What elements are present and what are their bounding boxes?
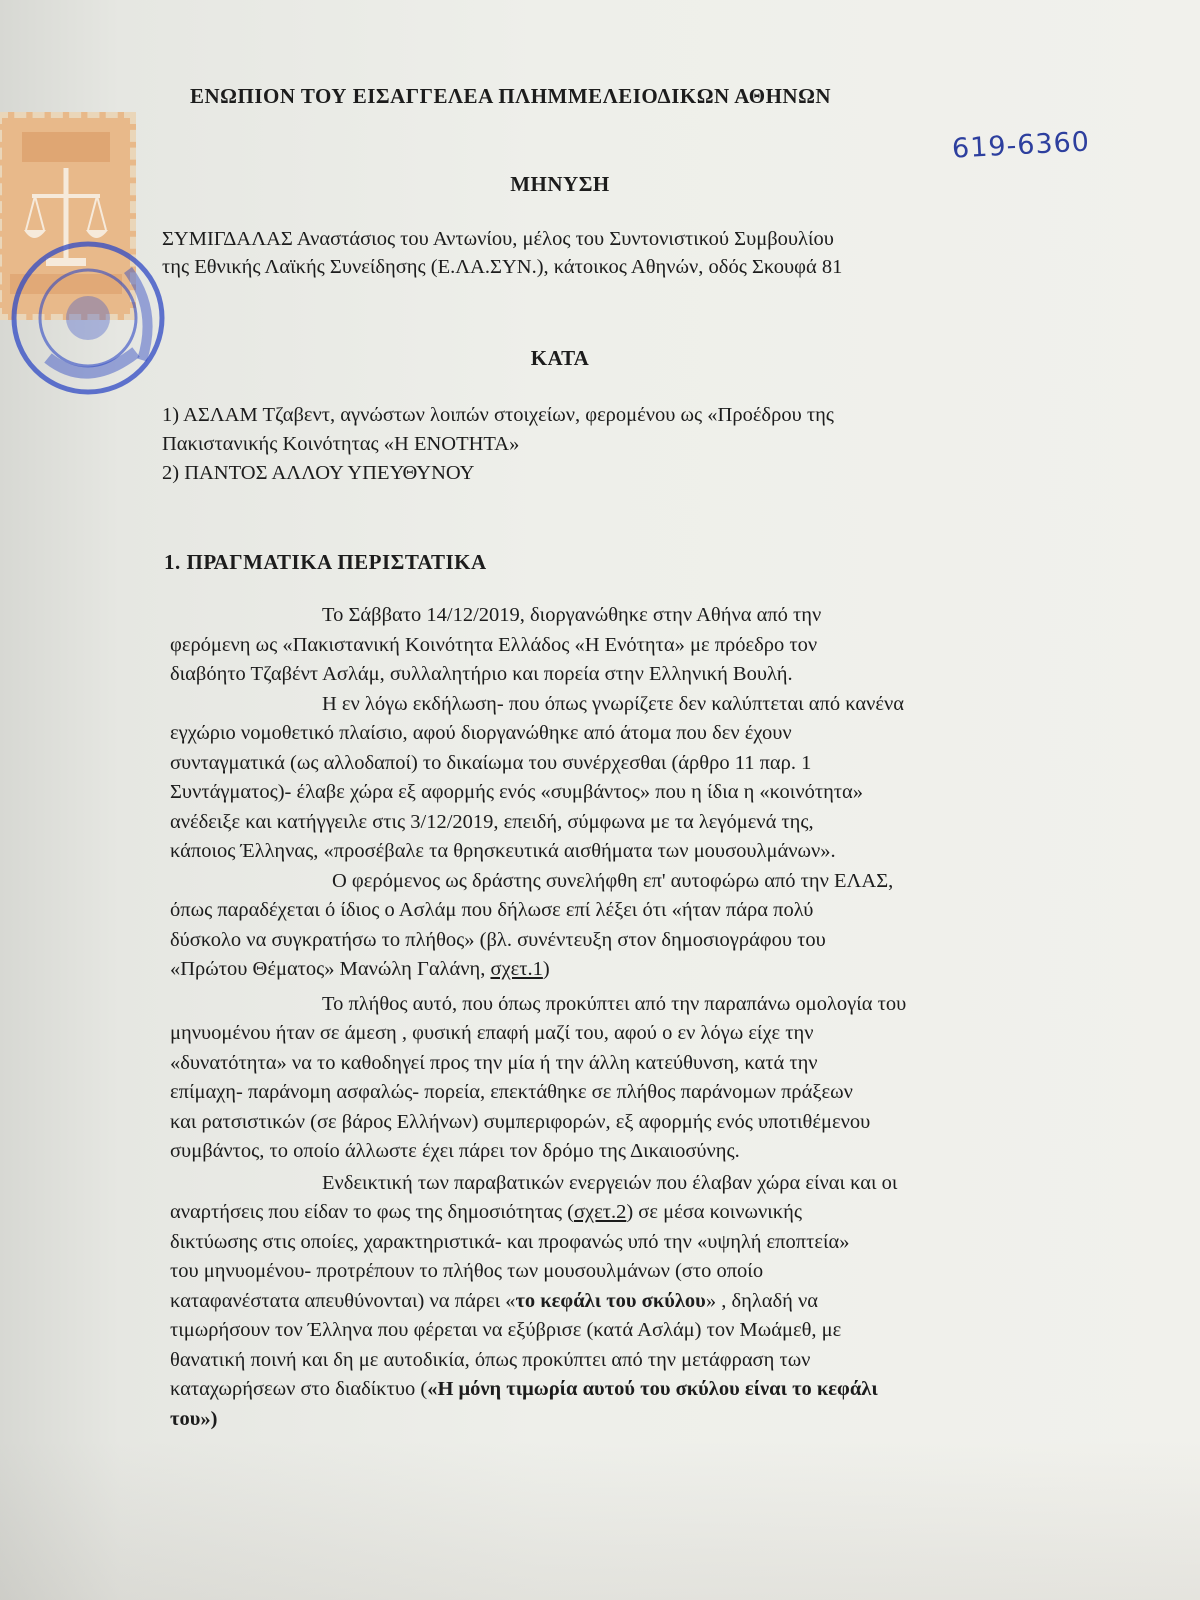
paragraph1-line-2: φερόμενη ως «Πακιστανική Κοινότητα Ελλάδος «Η Ενότητα» με πρόεδρο τον (170, 634, 818, 656)
bold-quote-1: το κεφάλι του σκύλου (515, 1290, 706, 1312)
paragraph1-line-1: Το Σάββατο 14/12/2019, διοργανώθηκε στην Αθήνα από την (322, 604, 822, 626)
document-type-heading: ΜΗΝΥΣΗ (510, 172, 610, 196)
handwritten-case-number: 619-6360 (951, 126, 1091, 165)
paragraph3-close: ) (542, 958, 550, 980)
paragraph5-line-3: δικτύωσης στις οποίες, χαρακτηριστικά- και προφανώς υπό την «υψηλή εποπτεία» (170, 1231, 850, 1253)
paragraph3-text: «Πρώτου Θέματος» Μανώλη Γαλάνη, (170, 958, 491, 980)
paragraph5-text-a: αναρτήσεις που είδαν το φως της δημοσιότητας ( (170, 1201, 574, 1223)
paragraph5-line-9: του») (170, 1408, 218, 1430)
complainant-line-2: της Εθνικής Λαϊκής Συνείδησης (Ε.ΛΑ.ΣΥΝ.), κάτοικος Αθηνών, οδός Σκουφά 81 (162, 256, 843, 278)
paragraph2-line-1: Η εν λόγω εκδήλωση- που όπως γνωρίζετε δεν καλύπτεται από κανένα (322, 693, 904, 715)
document-addressee: ΕΝΩΠΙΟΝ ΤΟΥ ΕΙΣΑΓΓΕΛΕΑ ΠΛΗΜΜΕΛΕΙΟΔΙΚΩΝ ΑΘΗΝΩΝ (190, 84, 832, 108)
official-seal-icon (8, 240, 178, 420)
paragraph3-line-1: Ο φερόμενος ως δράστης συνελήφθη επ' αυτοφώρω από την ΕΛΑΣ, (332, 870, 894, 892)
bold-quote-2: «Η μόνη τιμωρία αυτού του σκύλου είναι το κεφάλι (427, 1378, 878, 1400)
paragraph1-line-3: διαβόητο Τζαβέντ Ασλάμ, συλλαλητήριο και πορεία στην Ελληνική Βουλή. (170, 663, 793, 685)
paragraph4-line-6: συμβάντος, το οποίο άλλωστε έχει πάρει τον δρόμο της Δικαιοσύνης. (170, 1140, 740, 1162)
paragraph4-line-3: «δυνατότητα» να το καθοδηγεί προς την μία ή την άλλη κατεύθυνση, κατά την (170, 1052, 818, 1074)
paragraph2-line-5: ανέδειξε και κατήγγειλε στις 3/12/2019, επειδή, σύμφωνα με τα λεγόμενά της, (170, 811, 814, 833)
paragraph5-text-d: » , δηλαδή να (705, 1290, 819, 1312)
defendant-line-1: 1) ΑΣΛΑΜ Τζαβεντ, αγνώστων λοιπών στοιχείων, φερομένου ως «Προέδρου της (162, 404, 834, 426)
defendant-line-3: 2) ΠΑΝΤΟΣ ΑΛΛΟΥ ΥΠΕΥΘΥΝΟΥ (162, 462, 475, 484)
paragraph5-line-4: του μηνυομένου- προτρέπουν το πλήθος των μουσουλμάνων (στο οποίο (170, 1260, 764, 1282)
paragraph4-line-5: και ρατσιστικών (σε βάρος Ελλήνων) συμπεριφορών, εξ αφορμής ενός υποτιθέμενου (170, 1111, 871, 1133)
complainant-line-1: ΣΥΜΙΓΔΑΛΑΣ Αναστάσιος του Αντωνίου, μέλος του Συντονιστικού Συμβουλίου (162, 228, 834, 250)
paragraph4-line-4: επίμαχη- παράνομη ασφαλώς- πορεία, επεκτάθηκε σε πλήθος παράνομων πράξεων (170, 1081, 853, 1103)
defendant-line-2: Πακιστανικής Κοινότητας «Η ΕΝΟΤΗΤΑ» (162, 433, 520, 455)
paragraph5-text-b: ) σε μέσα κοινωνικής (626, 1201, 802, 1223)
paragraph4-line-2: μηνυομένου ήταν σε άμεση , φυσική επαφή μαζί του, αφού ο εν λόγω είχε την (170, 1022, 814, 1044)
paragraph5-line-1: Ενδεικτική των παραβατικών ενεργειών που έλαβαν χώρα είναι και οι (322, 1172, 898, 1194)
paragraph4-line-1: Το πλήθος αυτό, που όπως προκύπτει από την παραπάνω ομολογία του (322, 993, 907, 1015)
paragraph3-line-3: δύσκολο να συγκρατήσω το πλήθος» (βλ. συνέντευξη στον δημοσιογράφου του (170, 929, 826, 951)
paragraph3-line-4 (170, 958, 550, 981)
paragraph5-text-e: καταχωρήσεων στο διαδίκτυο ( (170, 1378, 428, 1400)
paragraph2-line-3: συνταγματικά (ως αλλοδαποί) το δικαίωμα του συνέρχεσθαι (άρθρο 11 παρ. 1 (170, 752, 812, 774)
against-heading: ΚΑΤΑ (530, 346, 590, 370)
paragraph5-line-6: τιμωρήσουν τον Έλληνα που φέρεται να εξύβρισε (κατά Ασλάμ) τον Μωάμεθ, με (170, 1319, 842, 1341)
paragraph5-text-c: καταφανέστατα απευθύνονται) να πάρει « (170, 1290, 516, 1312)
paragraph5-line-8 (170, 1378, 878, 1401)
paragraph5-line-5 (170, 1290, 818, 1313)
reference-1-link: σχετ.1 (490, 958, 543, 980)
paragraph2-line-4: Συντάγματος)- έλαβε χώρα εξ αφορμής ενός «συμβάντος» που η ίδια η «κοινότητα» (170, 781, 864, 803)
paragraph2-line-6: κάποιος Έλληνας, «προσέβαλε τα θρησκευτικά αισθήματα των μουσουλμάνων». (170, 840, 836, 862)
reference-2-link: σχετ.2 (573, 1201, 627, 1223)
paragraph5-line-7: θανατική ποινή και δη με αυτοδικία, όπως προκύπτει από την μετάφραση των (170, 1349, 811, 1371)
section-heading: 1. ΠΡΑΓΜΑΤΙΚΑ ΠΕΡΙΣΤΑΤΙΚΑ (164, 550, 487, 574)
paper-shadow (0, 1440, 1200, 1600)
paragraph3-line-2: όπως παραδέχεται ό ίδιος ο Ασλάμ που δήλωσε επί λέξει ότι «ήταν πάρα πολύ (170, 899, 814, 921)
paragraph2-line-2: εγχώριο νομοθετικό πλαίσιο, αφού διοργανώθηκε από άτομα που δεν έχουν (170, 722, 792, 744)
paragraph5-line-2 (170, 1201, 802, 1224)
